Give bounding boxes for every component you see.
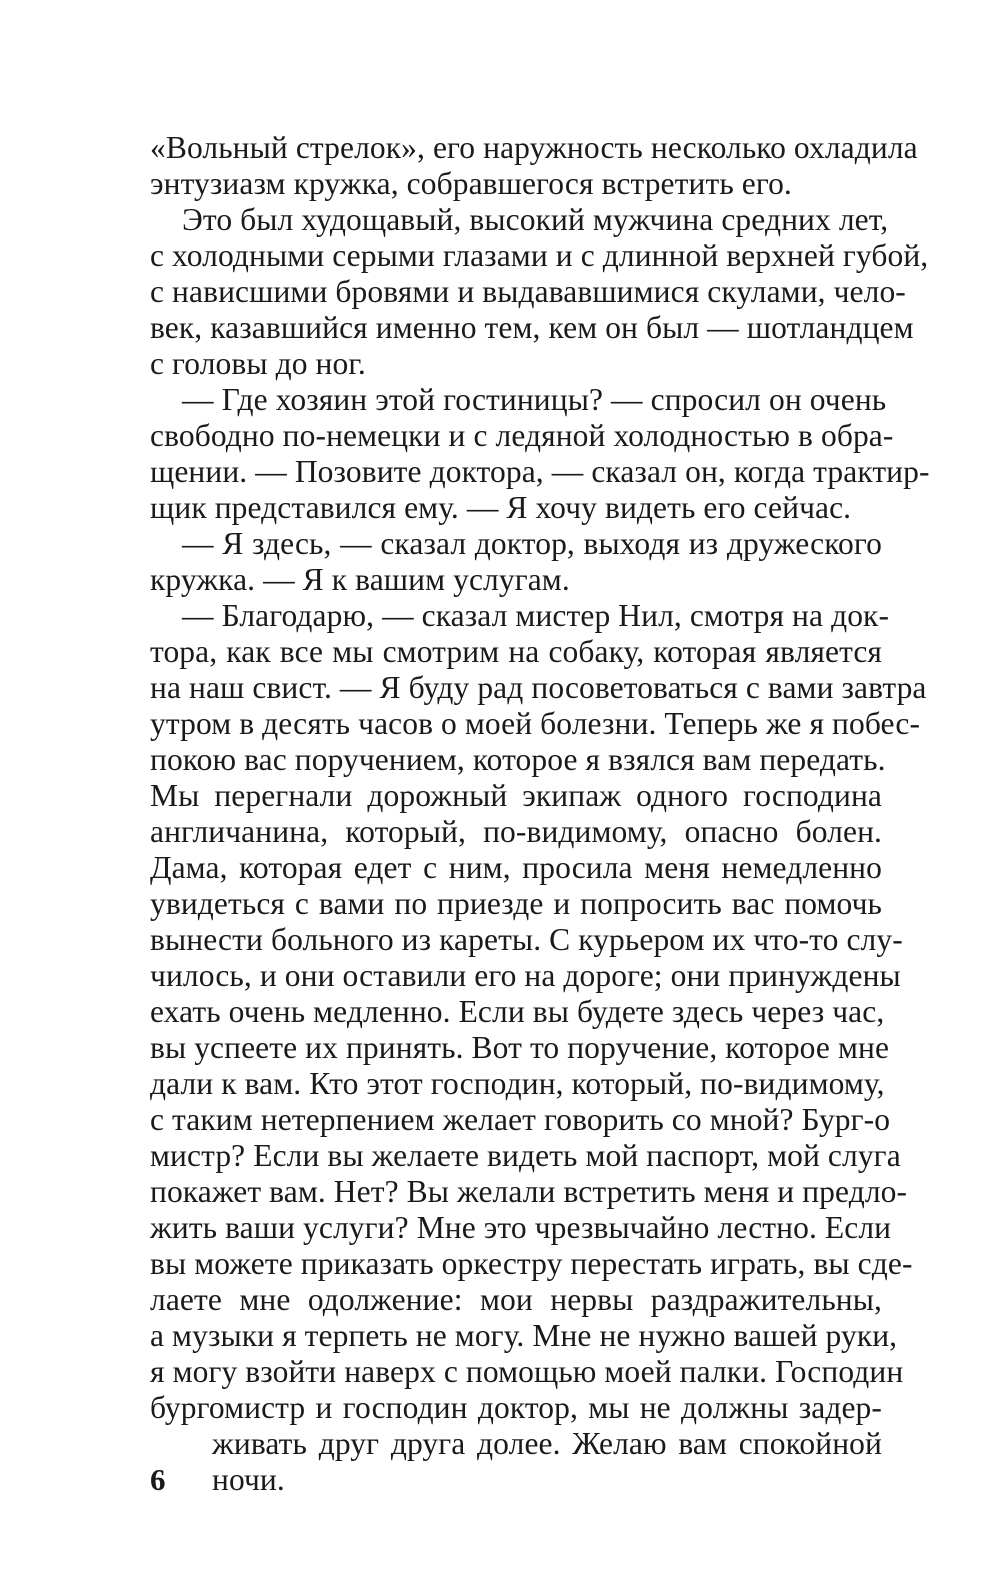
- text-line: утром в десять часов о моей болезни. Теперь же я побес-: [150, 706, 921, 741]
- text-line: щик представился ему. — Я хочу видеть его сейчас.: [150, 490, 852, 525]
- text-line: англичанина, который, по-видимому, опасно болен.: [150, 814, 882, 849]
- text-line: мистр? Если вы желаете видеть мой паспорт, мой слуга: [150, 1138, 901, 1173]
- text-line: покою вас поручением, которое я взялся вам передать.: [150, 742, 886, 777]
- text-line: чилось, и они оставили его на дороге; они принуждены: [150, 958, 901, 993]
- text-line: жить ваши услуги? Мне это чрезвычайно лестно. Если: [150, 1210, 892, 1245]
- text-line: — Благодарю, — сказал мистер Нил, смотря на док-: [182, 598, 890, 633]
- text-line: вынести больного из кареты. С курьером их что-то слу-: [150, 922, 903, 957]
- text-line: Это был худощавый, высокий мужчина средних лет,: [182, 202, 889, 237]
- text-line: с таким нетерпением желает говорить со мной? Бург-о: [150, 1102, 891, 1137]
- text-line: с головы до ног.: [150, 346, 366, 381]
- page-number: 6: [150, 1462, 166, 1497]
- text-line: век, казавшийся именно тем, кем он был — шотландцем: [150, 310, 914, 345]
- text-line: тора, как все мы смотрим на собаку, которая является: [150, 634, 882, 669]
- text-line: Мы перегнали дорожный экипаж одного господина: [150, 778, 882, 813]
- text-line: Дама, которая едет с ним, просила меня немедленно: [150, 850, 882, 885]
- text-line: а музыки я терпеть не могу. Мне не нужно вашей руки,: [150, 1318, 898, 1353]
- text-line: покажет вам. Нет? Вы желали встретить меня и предло-: [150, 1174, 908, 1209]
- text-line: с нависшими бровями и выдававшимися скулами, чело-: [150, 274, 906, 309]
- text-line: бургомистр и господин доктор, мы не должны задер-: [150, 1390, 882, 1425]
- text-line: ехать очень медленно. Если вы будете здесь через час,: [150, 994, 885, 1029]
- text-line: — Где хозяин этой гостиницы? — спросил он очень: [182, 382, 887, 417]
- text-line: на наш свист. — Я буду рад посоветоваться с вами завтра: [150, 670, 927, 705]
- text-line: живать друг друга долее. Желаю вам спокойной: [212, 1426, 882, 1461]
- text-line: свободно по-немецки и с ледяной холодностью в обра-: [150, 418, 894, 453]
- text-line: вы успеете их принять. Вот то поручение, которое мне: [150, 1030, 890, 1065]
- text-line: ночи.: [212, 1462, 285, 1497]
- text-line: дали к вам. Кто этот господин, который, по-видимому,: [150, 1066, 885, 1101]
- text-line: увидеться с вами по приезде и попросить вас помочь: [150, 886, 882, 921]
- text-line: щении. — Позовите доктора, — сказал он, когда трактир-: [150, 454, 930, 489]
- text-line: я могу взойти наверх с помощью моей палки. Господин: [150, 1354, 904, 1389]
- text-line: — Я здесь, — сказал доктор, выходя из дружеского: [182, 526, 882, 561]
- text-line: вы можете приказать оркестру перестать играть, вы сде-: [150, 1246, 913, 1281]
- text-line: с холодными серыми глазами и с длинной верхней губой,: [150, 238, 929, 273]
- text-line: «Вольный стрелок», его наружность несколько охладила: [150, 130, 918, 165]
- text-line: лаете мне одолжение: мои нервы раздражительны,: [150, 1282, 882, 1317]
- text-line: энтузиазм кружка, собравшегося встретить его.: [150, 166, 792, 201]
- text-line: кружка. — Я к вашим услугам.: [150, 562, 570, 597]
